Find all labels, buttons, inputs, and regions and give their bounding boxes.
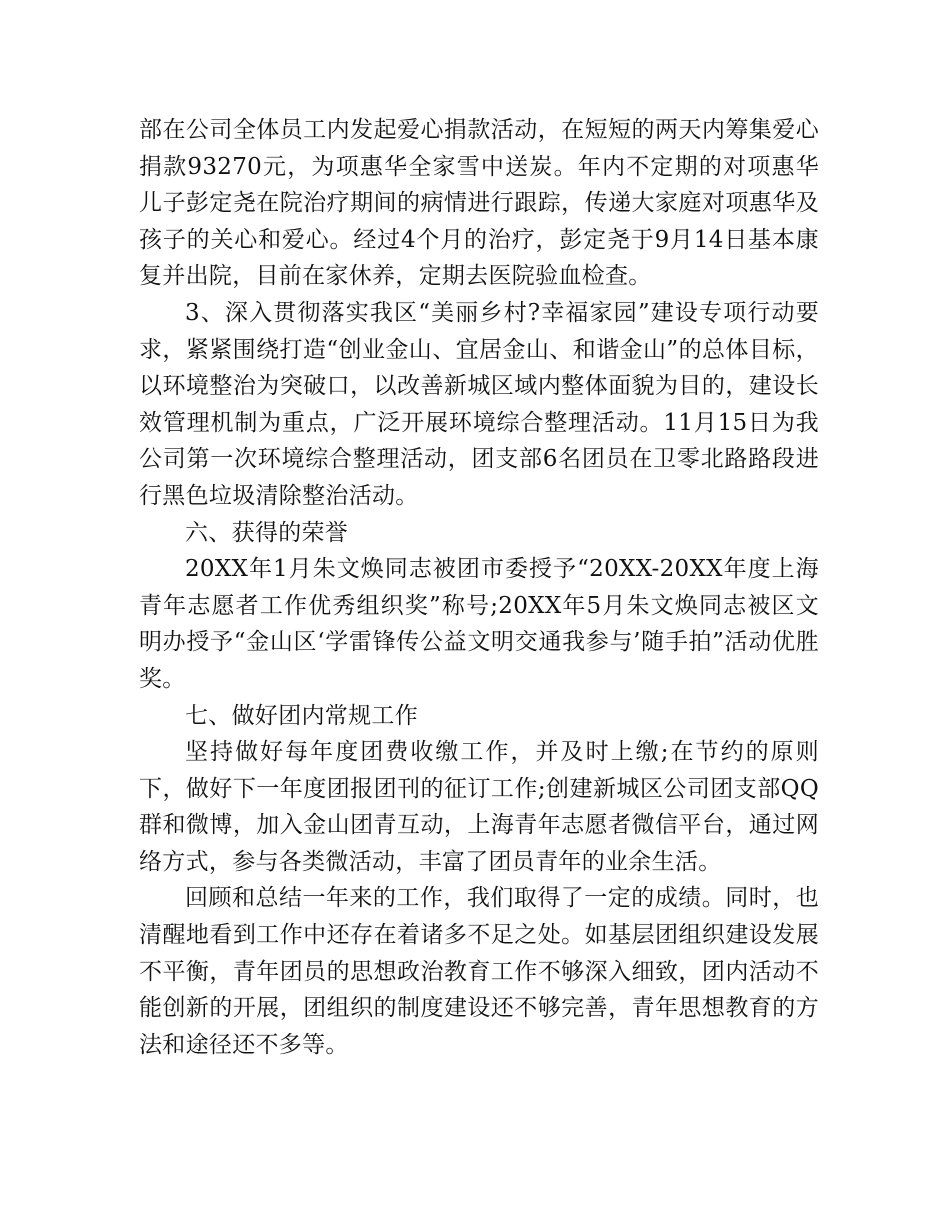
paragraph-summary: 回顾和总结一年来的工作，我们取得了一定的成绩。同时，也清醒地看到工作中还存在着诸多不足之处。如基层团组织建设发展不平衡，青年团员的思想政治教育工作不够深入细致，团内活动不能创新的开展，团组织的制度建设还不够完善，青年思想教育的方法和途径还不多等。 [139,885,819,1058]
paragraph-honors: 20XX年1月朱文焕同志被团市委授予“20XX-20XX年度上海青年志愿者工作优秀组织奖”称号;20XX年5月朱文焕同志被区文明办授予“金山区‘学雷锋传公益文明交通我参与’随手拍”活动优胜奖。 [139,556,819,692]
section-heading-routine-work: 七、做好团内常规工作 [185,702,418,729]
paragraph-routine-work: 坚持做好每年度团费收缴工作，并及时上缴;在节约的原则下，做好下一年度团报团刊的征订工作;创建新城区公司团支部QQ群和微博，加入金山团青互动，上海青年志愿者微信平台，通过网络方式，参与各类微活动，丰富了团员青年的业余生活。 [139,739,819,875]
document-body [139,112,819,1063]
paragraph-environment: 3、深入贯彻落实我区“美丽乡村?幸福家园”建设专项行动要求，紧紧围绕打造“创业金山、宜居金山、和谐金山”的总体目标，以环境整治为突破口，以改善新城区域内整体面貌为目的，建设长效管理机制为重点，广泛开展环境综合整理活动。11月15日为我公司第一次环境综合整理活动，团支部6名团员在卫零北路路段进行黑色垃圾清除整治活动。 [139,299,819,509]
paragraph-donation: 部在公司全体员工内发起爱心捐款活动，在短短的两天内筹集爱心捐款93270元，为项惠华全家雪中送炭。年内不定期的对项惠华儿子彭定尧在院治疗期间的病情进行跟踪，传递大家庭对项惠华及孩子的关心和爱心。经过4个月的治疗，彭定尧于9月14日基本康复并出院，目前在家休养，定期去医院验血检查。 [139,117,819,290]
section-heading-honors: 六、获得的荣誉 [185,519,349,546]
